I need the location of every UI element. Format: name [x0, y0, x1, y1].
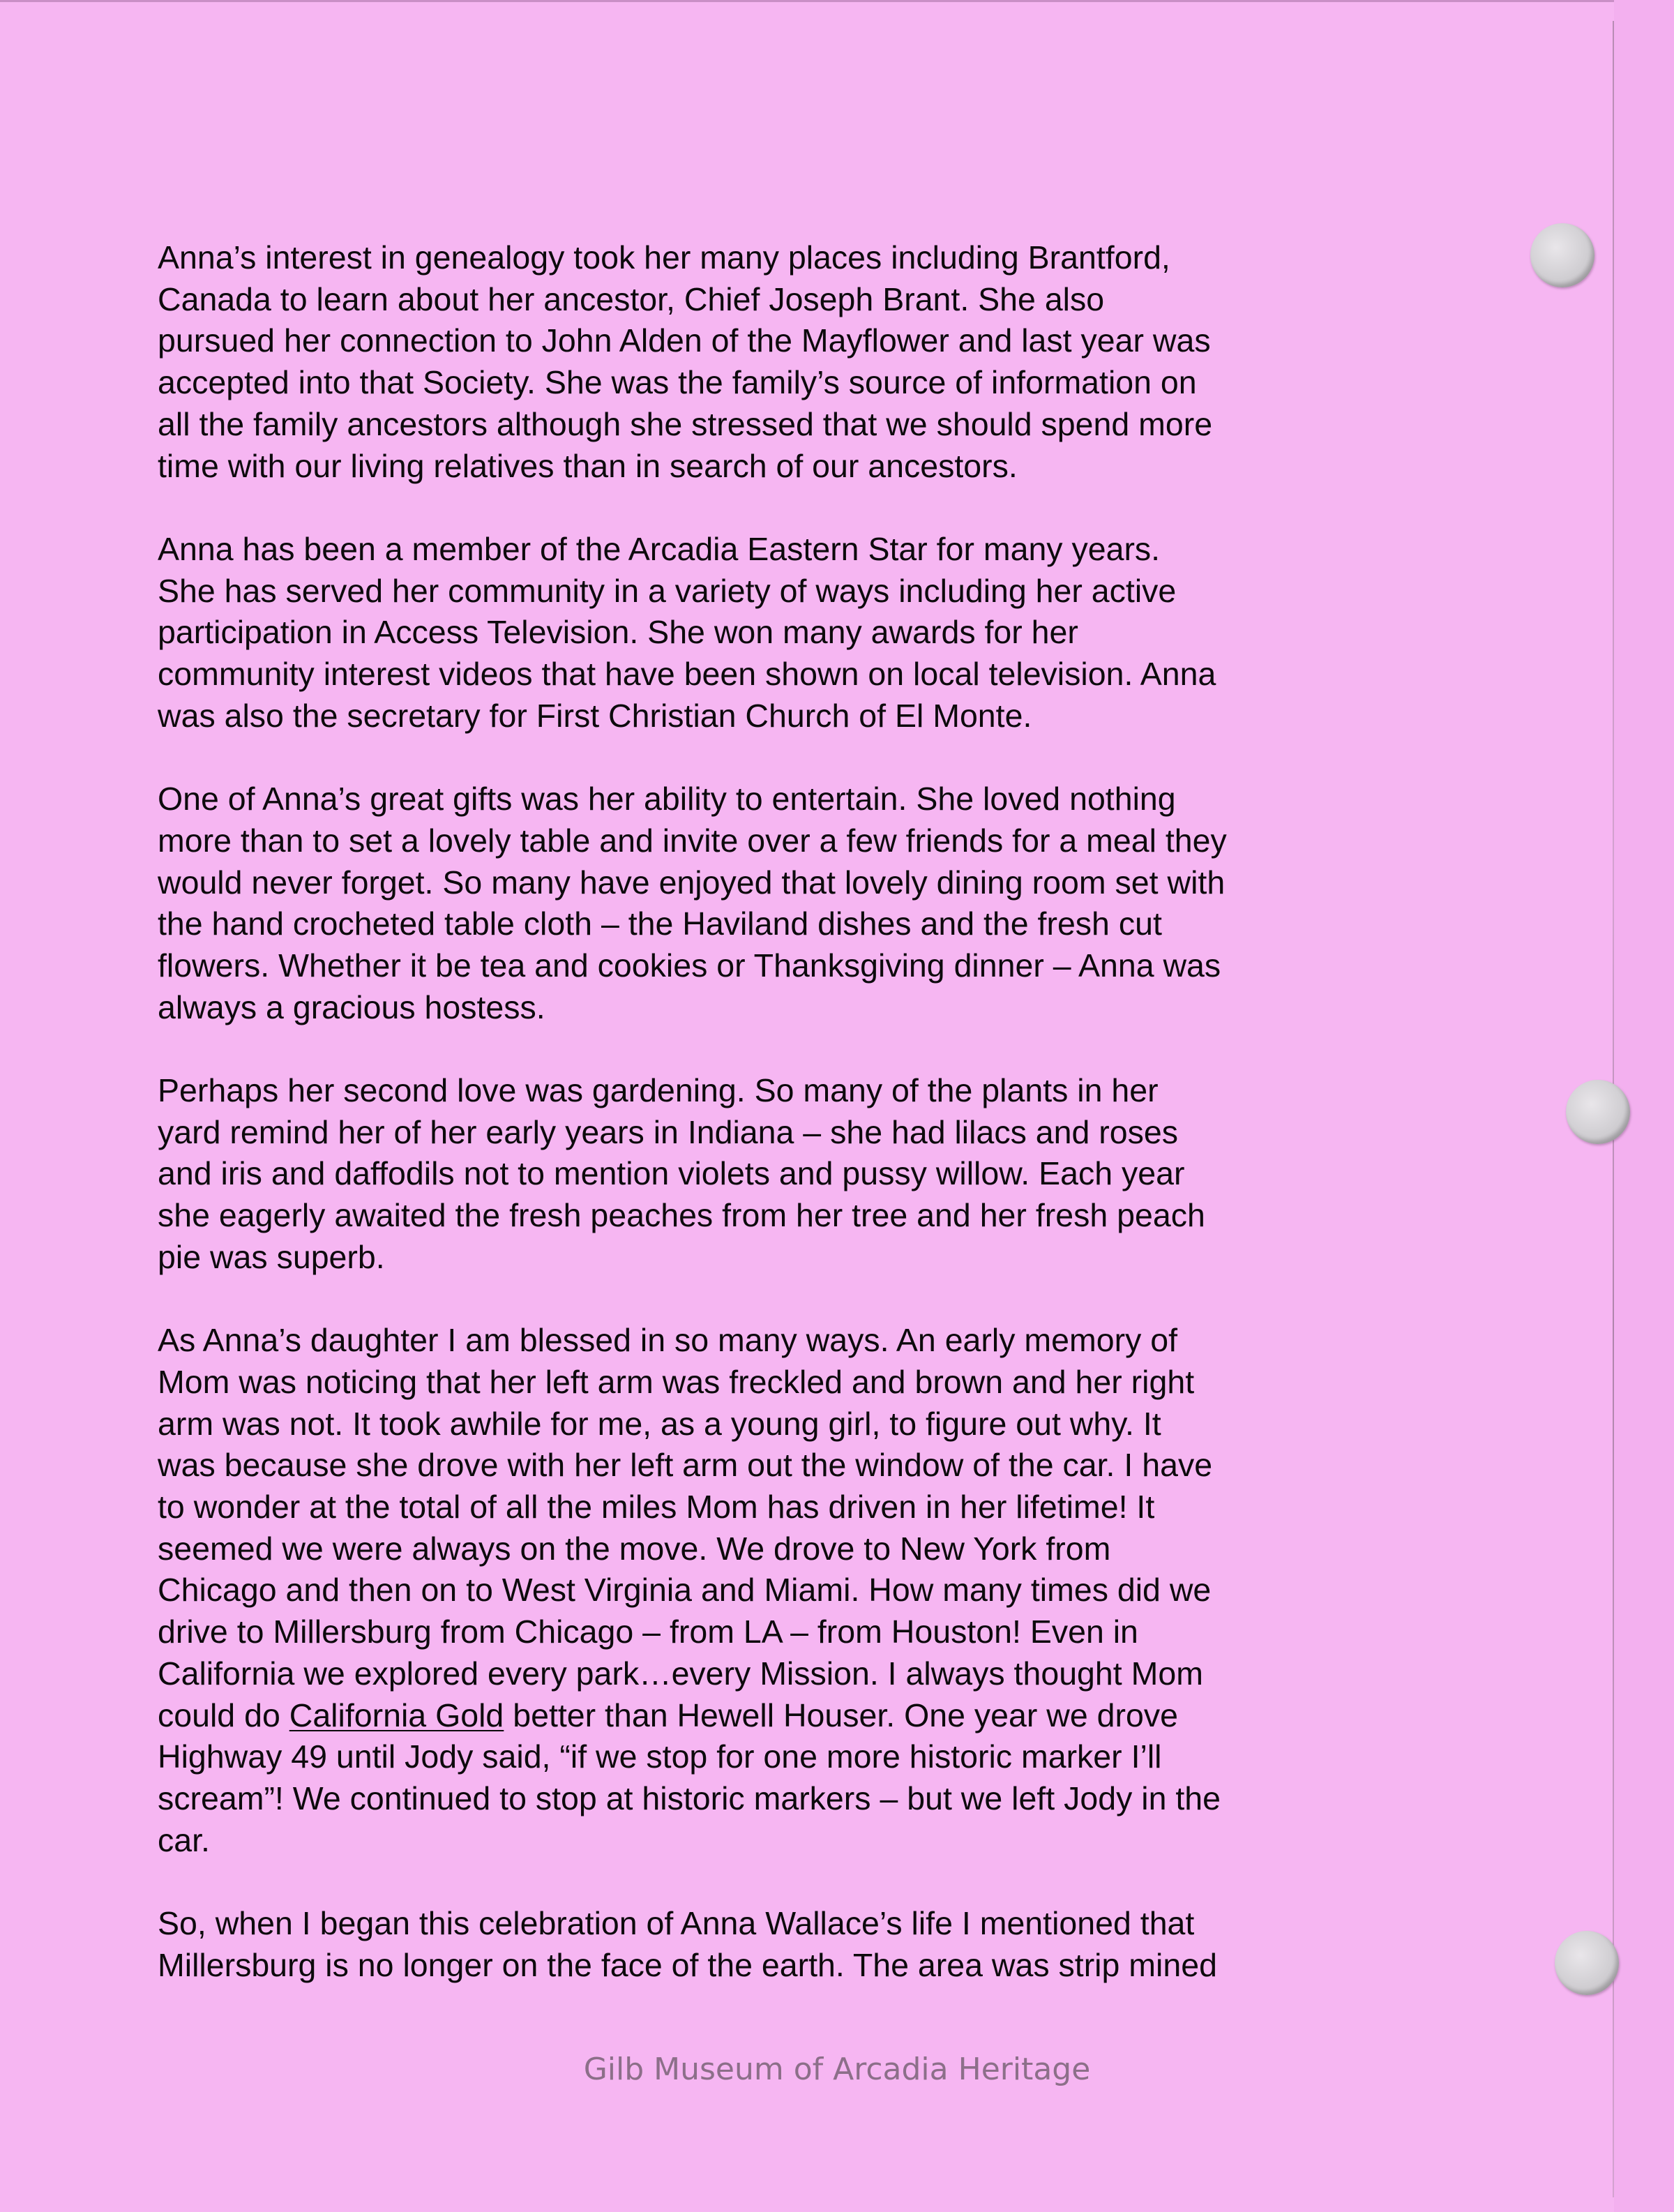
- text-line: more than to set a lovely table and invite over a few friends for a meal they: [158, 822, 1227, 859]
- punch-hole-middle: [1566, 1080, 1630, 1144]
- text-line: to wonder at the total of all the miles Mom has driven in her lifetime! It: [158, 1489, 1155, 1526]
- punch-hole-bottom: [1555, 1931, 1619, 1995]
- text-line: participation in Access Television. She won many awards for her: [158, 614, 1078, 651]
- text-line: So, when I began this celebration of Anna Wallace’s life I mentioned that: [158, 1905, 1195, 1942]
- text-line: pie was superb.: [158, 1238, 385, 1275]
- document-body: [158, 237, 1399, 2028]
- text-line: Canada to learn about her ancestor, Chief Joseph Brant. She also: [158, 280, 1105, 317]
- text-line: was because she drove with her left arm out the window of the car. I have: [158, 1447, 1213, 1484]
- text-line: Mom was noticing that her left arm was freckled and brown and her right: [158, 1363, 1195, 1400]
- text-line: community interest videos that have been shown on local television. Anna: [158, 656, 1216, 693]
- paragraph-daughter-memories: [158, 1320, 1399, 1861]
- punch-hole-top: [1530, 223, 1594, 287]
- text-line: was also the secretary for First Christian Church of El Monte.: [158, 697, 1032, 734]
- text-line: Highway 49 until Jody said, “if we stop for one more historic marker I’ll: [158, 1738, 1162, 1775]
- text-segment: better than Hewell Houser. One year we drove: [504, 1696, 1178, 1733]
- text-line: Anna’s interest in genealogy took her many places including Brantford,: [158, 239, 1170, 276]
- text-line: California we explored every park…every Mission. I always thought Mom: [158, 1655, 1203, 1692]
- paragraph-gardening: [158, 1070, 1399, 1279]
- text-line: Perhaps her second love was gardening. So many of the plants in her: [158, 1072, 1159, 1109]
- text-line: would never forget. So many have enjoyed that lovely dining room set with: [158, 864, 1226, 901]
- paragraph-entertaining: [158, 778, 1399, 1028]
- text-line: arm was not. It took awhile for me, as a young girl, to figure out why. It: [158, 1405, 1161, 1442]
- text-line-with-title: [158, 1695, 1399, 1737]
- paragraph-millersburg: [158, 1903, 1399, 1986]
- text-line: Anna has been a member of the Arcadia Eastern Star for many years.: [158, 530, 1161, 567]
- page-top-edge: [0, 0, 1674, 2]
- text-line: As Anna’s daughter I am blessed in so many ways. An early memory of: [158, 1322, 1178, 1359]
- text-line: One of Anna’s great gifts was her ability to entertain. She loved nothing: [158, 781, 1176, 818]
- text-line: and iris and daffodils not to mention violets and pussy willow. Each year: [158, 1155, 1185, 1192]
- text-line: pursued her connection to John Alden of the Mayflower and last year was: [158, 322, 1211, 359]
- text-line: Chicago and then on to West Virginia and Miami. How many times did we: [158, 1572, 1212, 1609]
- paragraph-community: [158, 529, 1399, 737]
- text-segment: could do: [158, 1696, 289, 1733]
- text-line: scream”! We continued to stop at historic markers – but we left Jody in the: [158, 1780, 1221, 1816]
- paragraph-genealogy: [158, 237, 1399, 487]
- text-line: yard remind her of her early years in Indiana – she had lilacs and roses: [158, 1113, 1178, 1150]
- underlined-title: California Gold: [289, 1696, 504, 1733]
- text-line: car.: [158, 1821, 210, 1858]
- text-line: seemed we were always on the move. We drove to New York from: [158, 1530, 1111, 1567]
- text-line: accepted into that Society. She was the family’s source of information on: [158, 364, 1197, 401]
- text-line: all the family ancestors although she stressed that we should spend more: [158, 405, 1213, 442]
- text-line: She has served her community in a variety of ways including her active: [158, 572, 1177, 609]
- text-line: time with our living relatives than in search of our ancestors.: [158, 447, 1018, 484]
- text-line: flowers. Whether it be tea and cookies or Thanksgiving dinner – Anna was: [158, 947, 1221, 984]
- text-line: she eagerly awaited the fresh peaches from her tree and her fresh peach: [158, 1197, 1205, 1234]
- text-line: drive to Millersburg from Chicago – from LA – from Houston! Even in: [158, 1613, 1138, 1650]
- text-line: Millersburg is no longer on the face of the earth. The area was strip mined: [158, 1946, 1217, 1983]
- text-line: always a gracious hostess.: [158, 988, 545, 1025]
- text-line: the hand crocheted table cloth – the Haviland dishes and the fresh cut: [158, 905, 1162, 942]
- footer-watermark: Gilb Museum of Arcadia Heritage: [583, 2052, 1091, 2087]
